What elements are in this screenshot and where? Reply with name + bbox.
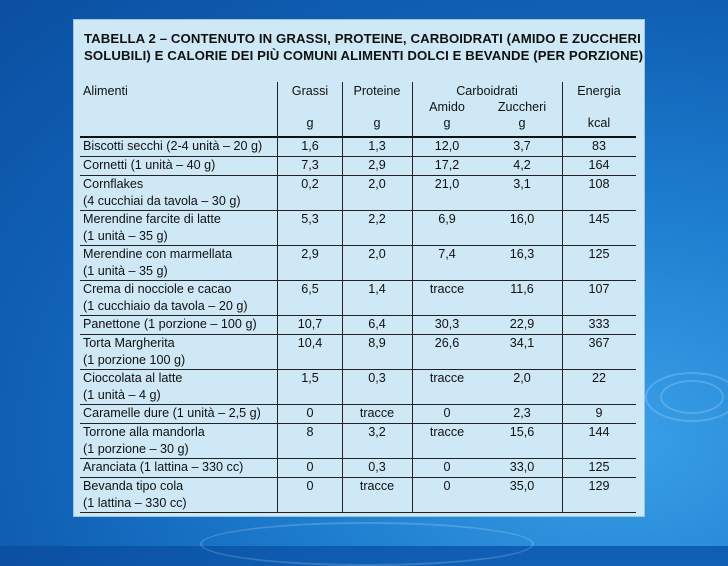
proteine-value: 0,3 (368, 371, 386, 385)
proteine-value: 0,3 (368, 460, 386, 474)
zuccheri-cell (482, 478, 563, 512)
grassi-value: 0 (306, 460, 314, 474)
water-ripple-decoration (200, 522, 534, 566)
table-row (80, 211, 636, 246)
zuccheri-value: 22,9 (509, 317, 535, 331)
zuccheri-cell (482, 335, 563, 369)
energia-value: 333 (588, 317, 610, 331)
energia-value: 9 (595, 406, 603, 420)
grassi-value: 0 (306, 479, 314, 493)
zuccheri-cell (482, 176, 563, 210)
table-title-line: SOLUBILI) E CALORIE DEI PIÙ COMUNI ALIMENTI DOLCI E BEVANDE (PER PORZIONE) (84, 48, 644, 63)
header-cell-grassi (278, 82, 343, 136)
table-row (80, 316, 636, 335)
amido-value: 0 (443, 479, 451, 493)
energia-cell (562, 246, 636, 280)
energia-cell (562, 335, 636, 369)
amido-value: 7,4 (438, 247, 456, 261)
grassi-cell (278, 370, 343, 404)
header-cell-alimenti (82, 82, 278, 136)
grassi-cell (278, 211, 343, 245)
food-name-cell (82, 246, 278, 280)
zuccheri-value: 4,2 (513, 158, 531, 172)
energia-cell (562, 138, 636, 156)
food-name-cell (82, 370, 278, 404)
food-name-line: Cornetti (1 unità – 40 g) (83, 158, 216, 172)
grassi-cell (278, 157, 343, 175)
energia-value: 22 (591, 371, 606, 385)
food-name-cell (82, 316, 278, 334)
proteine-cell (342, 281, 413, 315)
amido-cell (412, 459, 482, 477)
proteine-cell (342, 211, 413, 245)
zuccheri-value: 3,7 (513, 139, 531, 153)
food-name-cell (82, 405, 278, 423)
energia-cell (562, 176, 636, 210)
grassi-cell (278, 246, 343, 280)
proteine-value: 2,2 (368, 212, 386, 226)
nutrition-table (80, 82, 636, 513)
amido-value: 0 (443, 460, 451, 474)
food-name-line: (1 unità – 35 g) (83, 229, 168, 243)
zuccheri-cell (482, 424, 563, 458)
grassi-value: 0 (306, 406, 314, 420)
proteine-cell (342, 316, 413, 334)
zuccheri-value: 11,6 (510, 282, 534, 296)
proteine-cell (342, 370, 413, 404)
zuccheri-cell (482, 459, 563, 477)
amido-value: 26,6 (434, 336, 460, 350)
proteine-value: 8,9 (368, 336, 386, 350)
grassi-cell (278, 176, 343, 210)
water-ripple-decoration (645, 372, 728, 422)
food-name-line: Merendine con marmellata (83, 247, 233, 261)
food-name-cell (82, 211, 278, 245)
table-row (80, 424, 636, 459)
grassi-cell (278, 405, 343, 423)
amido-cell (412, 478, 482, 512)
food-name-line: Panettone (1 porzione – 100 g) (83, 317, 257, 331)
energia-cell (562, 405, 636, 423)
food-name-line: Merendine farcite di latte (83, 212, 221, 226)
grassi-value: 6,5 (301, 282, 319, 296)
food-name-line: (1 unità – 35 g) (83, 264, 168, 278)
grassi-cell (278, 335, 343, 369)
proteine-cell (342, 176, 413, 210)
header-proteine: Proteine (353, 84, 401, 98)
food-name-line: (4 cucchiai da tavola – 30 g) (83, 194, 241, 208)
header-alimenti: Alimenti (83, 84, 128, 98)
energia-cell (562, 424, 636, 458)
amido-cell (412, 335, 482, 369)
table-row (80, 138, 636, 157)
grassi-cell (278, 316, 343, 334)
grassi-value: 10,7 (297, 317, 323, 331)
zuccheri-value: 33,0 (509, 460, 535, 474)
food-name-cell (82, 157, 278, 175)
amido-cell (412, 424, 482, 458)
energia-cell (562, 316, 636, 334)
energia-cell (562, 211, 636, 245)
amido-value: 12,0 (434, 139, 460, 153)
table-title-line: TABELLA 2 – CONTENUTO IN GRASSI, PROTEINE, CARBOIDRATI (AMIDO E ZUCCHERI (84, 31, 641, 46)
amido-value: tracce (429, 282, 465, 296)
zuccheri-value: 3,1 (513, 177, 531, 191)
food-name-cell (82, 335, 278, 369)
zuccheri-value: 16,3 (509, 247, 535, 261)
food-name-line: Cornflakes (83, 177, 144, 191)
food-name-line: Bevanda tipo cola (83, 479, 184, 493)
table-row (80, 176, 636, 211)
energia-value: 125 (588, 460, 610, 474)
zuccheri-cell (482, 246, 563, 280)
proteine-value: 2,0 (368, 177, 386, 191)
header-grassi: Grassi (291, 84, 329, 98)
table-body (80, 138, 636, 513)
food-name-line: Crema di nocciole e cacao (83, 282, 232, 296)
food-name-line: (1 porzione – 30 g) (83, 442, 189, 456)
amido-cell (412, 246, 482, 280)
zuccheri-value: 16,0 (509, 212, 535, 226)
header-unit: kcal (587, 116, 611, 130)
header-cell-proteine (342, 82, 413, 136)
proteine-cell (342, 335, 413, 369)
amido-cell (412, 370, 482, 404)
header-zuccheri: Zuccheri (497, 100, 547, 114)
energia-cell (562, 459, 636, 477)
header-unit: g (443, 116, 451, 130)
food-name-line: Cioccolata al latte (83, 371, 183, 385)
zuccheri-cell (482, 211, 563, 245)
energia-cell (562, 370, 636, 404)
grassi-value: 10,4 (297, 336, 323, 350)
amido-value: 17,2 (434, 158, 460, 172)
amido-value: 21,0 (434, 177, 460, 191)
header-cell-energia (562, 82, 636, 136)
proteine-value: 2,9 (368, 158, 386, 172)
food-name-cell (82, 176, 278, 210)
proteine-value: 2,0 (368, 247, 386, 261)
proteine-value: 1,4 (368, 282, 386, 296)
header-unit: g (373, 116, 381, 130)
food-name-cell (82, 138, 278, 156)
proteine-value: 6,4 (368, 317, 386, 331)
table-title (84, 30, 644, 64)
grassi-value: 1,6 (301, 139, 319, 153)
zuccheri-cell (482, 405, 563, 423)
proteine-value: 1,3 (368, 139, 386, 153)
proteine-cell (342, 424, 413, 458)
energia-value: 125 (588, 247, 610, 261)
table-row (80, 370, 636, 405)
table-row (80, 478, 636, 513)
zuccheri-cell (482, 370, 563, 404)
table-slide (73, 19, 645, 517)
grassi-cell (278, 478, 343, 512)
proteine-cell (342, 459, 413, 477)
amido-value: tracce (429, 425, 465, 439)
zuccheri-cell (482, 281, 563, 315)
food-name-line: Biscotti secchi (2-4 unità – 20 g) (83, 139, 263, 153)
food-name-line: (1 cucchiaio da tavola – 20 g) (83, 299, 248, 313)
energia-cell (562, 281, 636, 315)
table-row (80, 335, 636, 370)
amido-value: 30,3 (434, 317, 460, 331)
energia-cell (562, 157, 636, 175)
amido-cell (412, 405, 482, 423)
food-name-line: (1 lattina – 330 cc) (83, 496, 187, 510)
proteine-cell (342, 157, 413, 175)
grassi-cell (278, 138, 343, 156)
energia-value: 144 (588, 425, 610, 439)
amido-cell (412, 316, 482, 334)
proteine-cell (342, 138, 413, 156)
food-name-line: (1 unità – 4 g) (83, 388, 161, 402)
zuccheri-value: 34,1 (509, 336, 535, 350)
food-name-line: Torrone alla mandorla (83, 425, 205, 439)
table-row (80, 157, 636, 176)
energia-cell (562, 478, 636, 512)
amido-value: 0 (443, 406, 451, 420)
energia-value: 107 (588, 282, 610, 296)
grassi-cell (278, 281, 343, 315)
energia-value: 164 (588, 158, 610, 172)
proteine-cell (342, 246, 413, 280)
food-name-line: Caramelle dure (1 unità – 2,5 g) (83, 406, 261, 420)
grassi-cell (278, 424, 343, 458)
zuccheri-cell (482, 316, 563, 334)
zuccheri-value: 2,3 (513, 406, 531, 420)
header-unit: g (306, 116, 314, 130)
table-row (80, 246, 636, 281)
amido-cell (412, 176, 482, 210)
header-unit: g (518, 116, 526, 130)
zuccheri-value: 15,6 (509, 425, 535, 439)
energia-value: 83 (591, 139, 606, 153)
table-row (80, 281, 636, 316)
grassi-value: 2,9 (301, 247, 319, 261)
amido-value: 6,9 (438, 212, 456, 226)
table-row (80, 405, 636, 424)
energia-value: 145 (588, 212, 610, 226)
grassi-value: 1,5 (301, 371, 319, 385)
amido-cell (412, 281, 482, 315)
food-name-cell (82, 281, 278, 315)
grassi-value: 8 (306, 425, 314, 439)
food-name-cell (82, 478, 278, 512)
food-name-line: Aranciata (1 lattina – 330 cc) (83, 460, 244, 474)
header-carboidrati: Carboidrati (456, 84, 518, 98)
proteine-value: tracce (359, 406, 395, 420)
header-amido: Amido (429, 100, 465, 114)
food-name-cell (82, 424, 278, 458)
proteine-value: 3,2 (368, 425, 386, 439)
amido-cell (412, 138, 482, 156)
food-name-line: Torta Margherita (83, 336, 175, 350)
zuccheri-cell (482, 157, 563, 175)
header-energia: Energia (577, 84, 621, 98)
zuccheri-value: 35,0 (509, 479, 535, 493)
food-name-cell (82, 459, 278, 477)
header-cell-carboidrati (412, 82, 563, 136)
grassi-cell (278, 459, 343, 477)
grassi-value: 5,3 (301, 212, 319, 226)
grassi-value: 7,3 (301, 158, 319, 172)
grassi-value: 0,2 (301, 177, 319, 191)
zuccheri-value: 2,0 (513, 371, 531, 385)
proteine-value: tracce (359, 479, 395, 493)
energia-value: 129 (588, 479, 610, 493)
zuccheri-cell (482, 138, 563, 156)
table-header-row (80, 82, 636, 138)
amido-value: tracce (429, 371, 465, 385)
food-name-line: (1 porzione 100 g) (83, 353, 186, 367)
proteine-cell (342, 478, 413, 512)
energia-value: 108 (588, 177, 610, 191)
amido-cell (412, 157, 482, 175)
proteine-cell (342, 405, 413, 423)
table-row (80, 459, 636, 478)
amido-cell (412, 211, 482, 245)
energia-value: 367 (588, 336, 610, 350)
